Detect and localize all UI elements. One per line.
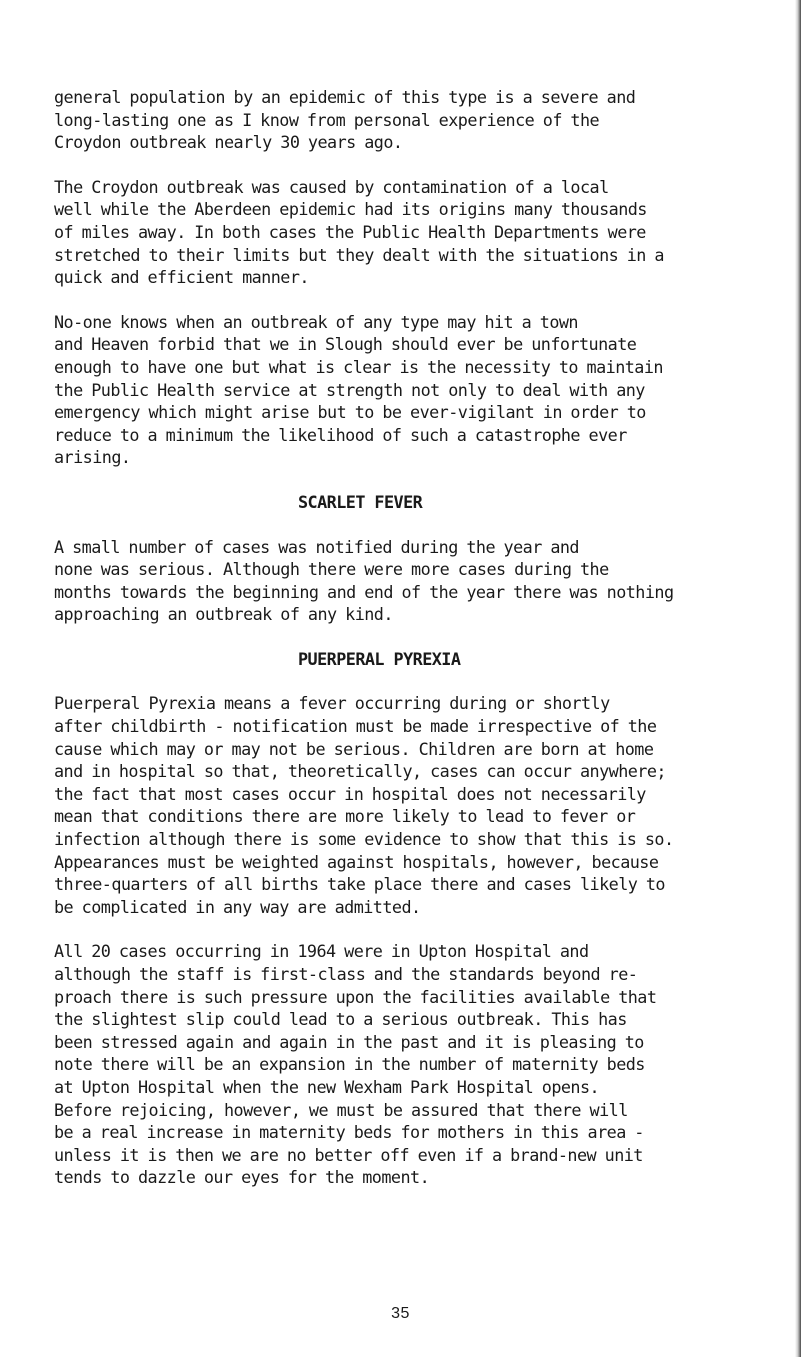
document-page: [54, 86, 774, 1189]
paragraph-puerperal-pyrexia-definition: Puerperal Pyrexia means a fever occurring during or shortly after childbirth - notification must be made irrespective of the cause which may or may not be serious. Children are born at home and in hospital so that, theoretically, cases can occur anywhere; the fact that most cases occur in hospital does not necessarily mean that conditions there are more likely to lead to fever or infection although there is some evidence to show that this is so. Appearances must be weighted against hospitals, however, because three-quarters of all births take place there and cases likely to be complicated in any way are admitted.: [54, 693, 674, 917]
paragraph-upton-hospital: All 20 cases occurring in 1964 were in Upton Hospital and although the staff is first-class and the standards beyond re- proach there is such pressure upon the facilities available that the slightest slip could lead to a serious outbreak. This has been stressed again and again in the past and it is pleasing to note there will be an expansion in the number of maternity beds at Upton Hospital when the new Wexham Park Hospital opens. Before rejoicing, however, we must be assured that there will be a real increase in maternity beds for mothers in this area - unless it is then we are no better off even if a brand-new unit tends to dazzle our eyes for the moment.: [54, 941, 657, 1188]
paragraph-gap: [54, 289, 774, 311]
paragraph-scarlet-fever: A small number of cases was notified during the year and none was serious. Although there were more cases during the months towards the beginning and end of the year there was nothing approaching an outbreak of any kind.: [54, 536, 674, 625]
paragraph-gap: [54, 514, 774, 536]
heading-puerperal-pyrexia: PUERPERAL PYREXIA: [298, 648, 461, 669]
paragraph-gap: [54, 469, 774, 491]
paragraph-croydon-outbreak: The Croydon outbreak was caused by contamination of a local well while the Aberdeen epidemic had its origins many thousands of miles away. In both cases the Public Health Departments were stretched to their limits but they dealt with the situations in a quick and efficient manner.: [54, 176, 664, 288]
paragraph-gap: [54, 918, 774, 940]
paragraph-epidemic-intro: general population by an epidemic of this type is a severe and long-lasting one as I know from personal experience of the Croydon outbreak nearly 30 years ago.: [54, 87, 636, 153]
scan-edge-shadow: [795, 0, 801, 1357]
paragraph-gap: [54, 670, 774, 692]
paragraph-public-health-service: No-one knows when an outbreak of any type may hit a town and Heaven forbid that we in Slough should ever be unfortunate enough to have one but what is clear is the necessity to maintain the Public Health service at strength not only to deal with any emergency which might arise but to be ever-vigilant in order to reduce to a minimum the likelihood of such a catastrophe ever arising.: [54, 311, 663, 468]
heading-scarlet-fever: SCARLET FEVER: [298, 491, 423, 512]
page-number: 35: [391, 1305, 410, 1322]
paragraph-gap: [54, 626, 774, 648]
paragraph-gap: [54, 154, 774, 176]
